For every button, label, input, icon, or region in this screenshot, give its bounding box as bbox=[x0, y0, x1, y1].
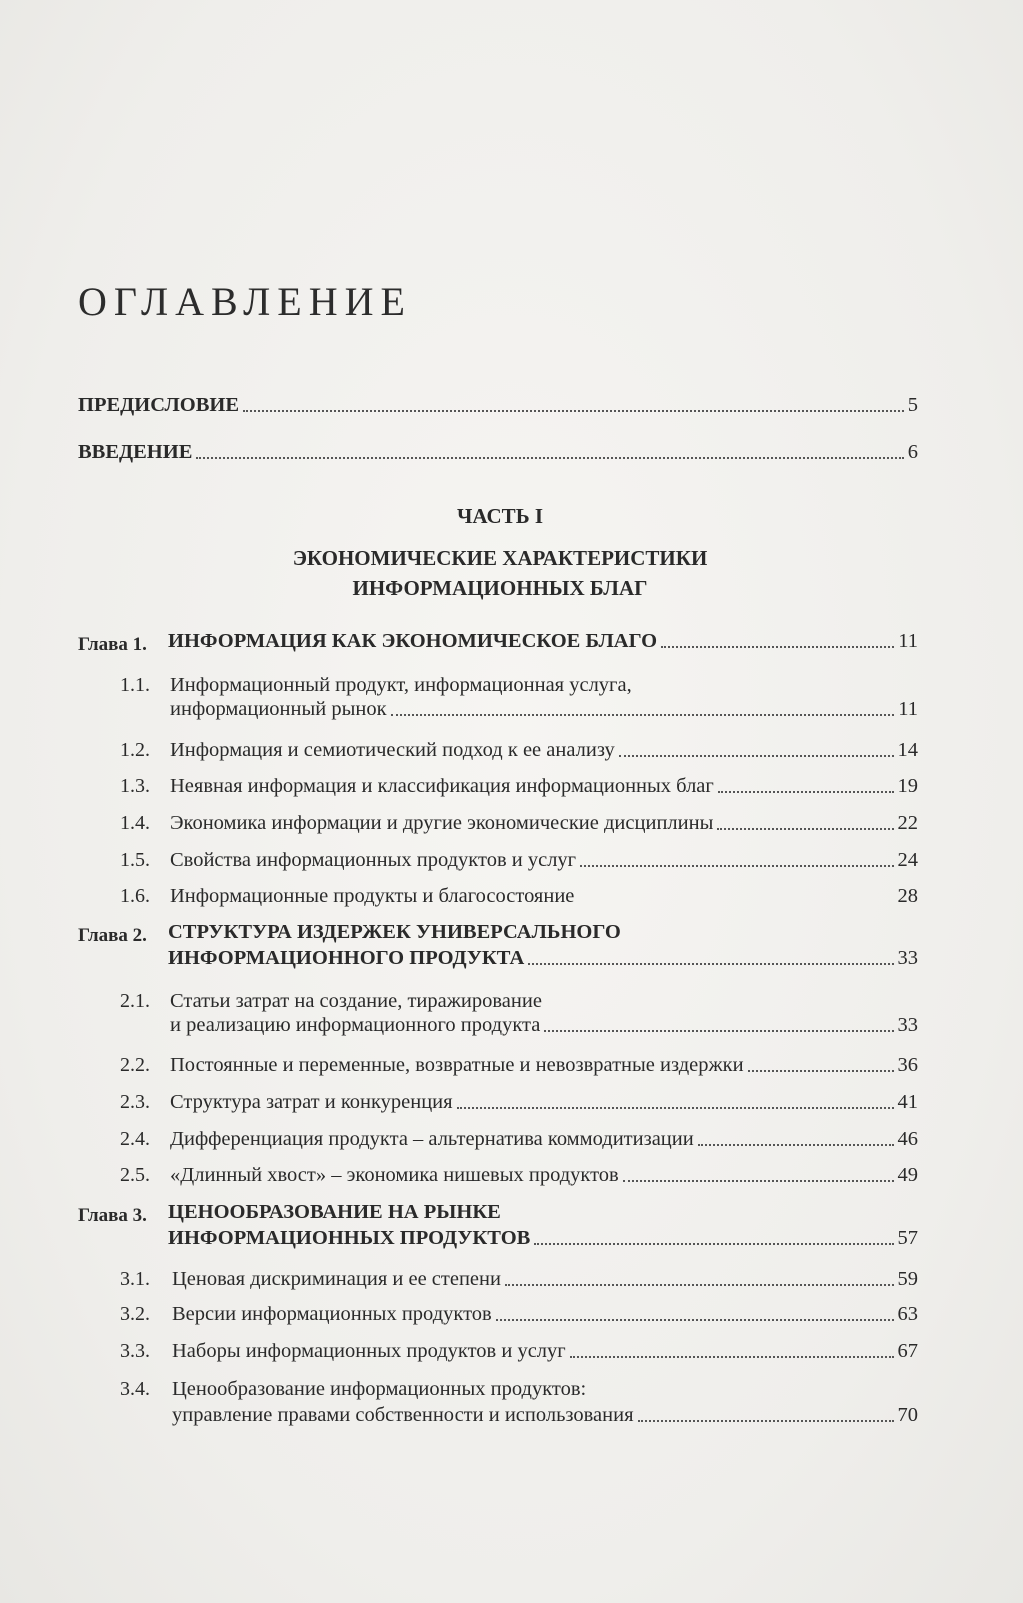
entry-page: 22 bbox=[897, 812, 918, 834]
section-number: 1.4. bbox=[120, 812, 150, 834]
part-number: ЧАСТЬ I bbox=[456, 504, 543, 528]
entry-label-line1: Информационный продукт, информационная услуга, bbox=[170, 674, 632, 696]
section-number: 1.6. bbox=[120, 885, 150, 907]
entry-label-line1: Ценообразование информационных продуктов: bbox=[172, 1378, 587, 1400]
entry-page: 6 bbox=[907, 441, 918, 463]
entry-page: 5 bbox=[907, 394, 918, 416]
toc-entry-section[interactable] bbox=[170, 845, 918, 875]
section-number: 1.3. bbox=[120, 775, 150, 797]
entry-page: 28 bbox=[897, 885, 918, 907]
entry-page: 70 bbox=[897, 1404, 918, 1426]
entry-label: ПРЕДИСЛОВИЕ bbox=[78, 394, 239, 416]
toc-entry-section[interactable] bbox=[170, 808, 918, 838]
entry-label: Экономика информации и другие экономические дисциплины bbox=[170, 812, 714, 834]
part-title-line1: ЭКОНОМИЧЕСКИЕ ХАРАКТЕРИСТИКИ bbox=[292, 546, 708, 570]
toc-entry-section[interactable] bbox=[172, 1264, 918, 1294]
entry-label: Структура затрат и конкуренция bbox=[170, 1091, 453, 1113]
entry-label-line2: информационный рынок bbox=[170, 698, 387, 720]
section-number: 2.4. bbox=[120, 1128, 150, 1150]
entry-label-line2: и реализацию информационного продукта bbox=[170, 1014, 541, 1036]
entry-label: Дифференциация продукта – альтернатива коммодитизации bbox=[170, 1128, 694, 1150]
section-number: 1.1. bbox=[120, 674, 150, 696]
dot-leader bbox=[505, 1284, 894, 1286]
dot-leader bbox=[638, 1420, 894, 1422]
entry-page: 24 bbox=[897, 849, 918, 871]
toc-entry-section[interactable] bbox=[170, 1087, 918, 1117]
section-number: 2.2. bbox=[120, 1054, 150, 1076]
dot-leader bbox=[578, 901, 893, 903]
entry-label-line2: ИНФОРМАЦИОННОГО ПРОДУКТА bbox=[168, 947, 525, 969]
entry-label: Информация и семиотический подход к ее анализу bbox=[170, 739, 615, 761]
chapter-label: Глава 1. bbox=[78, 634, 147, 655]
entry-label-line2: управление правами собственности и использования bbox=[172, 1404, 634, 1426]
entry-page: 11 bbox=[898, 630, 918, 652]
dot-leader bbox=[528, 963, 893, 965]
entry-label: ВВЕДЕНИЕ bbox=[78, 441, 193, 463]
entry-page: 57 bbox=[897, 1227, 918, 1249]
dot-leader bbox=[243, 410, 904, 412]
entry-label: Наборы информационных продуктов и услуг bbox=[172, 1340, 566, 1362]
entry-page: 11 bbox=[898, 698, 918, 720]
dot-leader bbox=[570, 1356, 894, 1358]
toc-entry-section[interactable] bbox=[172, 1299, 918, 1329]
entry-label: Информационные продукты и благосостояние bbox=[170, 885, 575, 907]
entry-page: 49 bbox=[897, 1164, 918, 1186]
entry-page: 63 bbox=[897, 1303, 918, 1325]
section-number: 3.2. bbox=[120, 1303, 150, 1325]
toc-entry-section[interactable] bbox=[170, 1050, 918, 1080]
dot-leader bbox=[457, 1107, 894, 1109]
entry-page: 59 bbox=[897, 1268, 918, 1290]
dot-leader bbox=[718, 791, 894, 793]
section-number: 2.5. bbox=[120, 1164, 150, 1186]
entry-label: Неявная информация и классификация информационных благ bbox=[170, 775, 714, 797]
entry-label-line2: ИНФОРМАЦИОННЫХ ПРОДУКТОВ bbox=[168, 1227, 531, 1249]
toc-entry-section[interactable] bbox=[170, 1160, 918, 1190]
section-number: 2.3. bbox=[120, 1091, 150, 1113]
toc-entry-chapter-1[interactable] bbox=[168, 626, 918, 656]
dot-leader bbox=[580, 865, 893, 867]
dot-leader bbox=[619, 755, 894, 757]
entry-page: 46 bbox=[897, 1128, 918, 1150]
section-number: 3.3. bbox=[120, 1340, 150, 1362]
entry-label: Постоянные и переменные, возвратные и невозвратные издержки bbox=[170, 1054, 744, 1076]
toc-entry-section[interactable] bbox=[170, 1124, 918, 1154]
dot-leader bbox=[698, 1144, 894, 1146]
section-number: 3.4. bbox=[120, 1378, 150, 1400]
entry-page: 67 bbox=[897, 1340, 918, 1362]
dot-leader bbox=[717, 828, 893, 830]
entry-page: 33 bbox=[897, 947, 918, 969]
chapter-label: Глава 3. bbox=[78, 1205, 147, 1226]
entry-page: 33 bbox=[897, 1014, 918, 1036]
section-number: 3.1. bbox=[120, 1268, 150, 1290]
entry-page: 36 bbox=[897, 1054, 918, 1076]
dot-leader bbox=[496, 1319, 894, 1321]
entry-page: 19 bbox=[897, 775, 918, 797]
dot-leader bbox=[391, 714, 895, 716]
entry-label: «Длинный хвост» – экономика нишевых продуктов bbox=[170, 1164, 619, 1186]
dot-leader bbox=[544, 1030, 893, 1032]
toc-entry-introduction[interactable] bbox=[78, 437, 918, 467]
dot-leader bbox=[748, 1070, 894, 1072]
part-title-line2: ИНФОРМАЦИОННЫХ БЛАГ bbox=[352, 576, 648, 600]
entry-label: ИНФОРМАЦИЯ КАК ЭКОНОМИЧЕСКОЕ БЛАГО bbox=[168, 630, 658, 652]
section-number: 1.5. bbox=[120, 849, 150, 871]
entry-label: Свойства информационных продуктов и услуг bbox=[170, 849, 577, 871]
toc-entry-section[interactable] bbox=[170, 735, 918, 765]
entry-page: 14 bbox=[897, 739, 918, 761]
entry-label-line1: Статьи затрат на создание, тиражирование bbox=[170, 990, 542, 1012]
toc-entry-section[interactable] bbox=[170, 881, 918, 911]
section-number: 2.1. bbox=[120, 990, 150, 1012]
entry-label-line1: СТРУКТУРА ИЗДЕРЖЕК УНИВЕРСАЛЬНОГО bbox=[168, 921, 621, 943]
section-number: 1.2. bbox=[120, 739, 150, 761]
toc-entry-preface[interactable] bbox=[78, 390, 918, 420]
dot-leader bbox=[534, 1243, 893, 1245]
dot-leader bbox=[196, 457, 903, 459]
entry-label-line1: ЦЕНООБРАЗОВАНИЕ НА РЫНКЕ bbox=[168, 1201, 501, 1223]
toc-entry-section[interactable] bbox=[172, 1336, 918, 1366]
entry-page: 41 bbox=[897, 1091, 918, 1113]
toc-entry-section[interactable] bbox=[170, 771, 918, 801]
entry-label: Ценовая дискриминация и ее степени bbox=[172, 1268, 501, 1290]
entry-label: Версии информационных продуктов bbox=[172, 1303, 492, 1325]
dot-leader bbox=[661, 646, 894, 648]
dot-leader bbox=[623, 1180, 894, 1182]
chapter-label: Глава 2. bbox=[78, 925, 147, 946]
page-title: ОГЛАВЛЕНИЕ bbox=[78, 279, 412, 324]
